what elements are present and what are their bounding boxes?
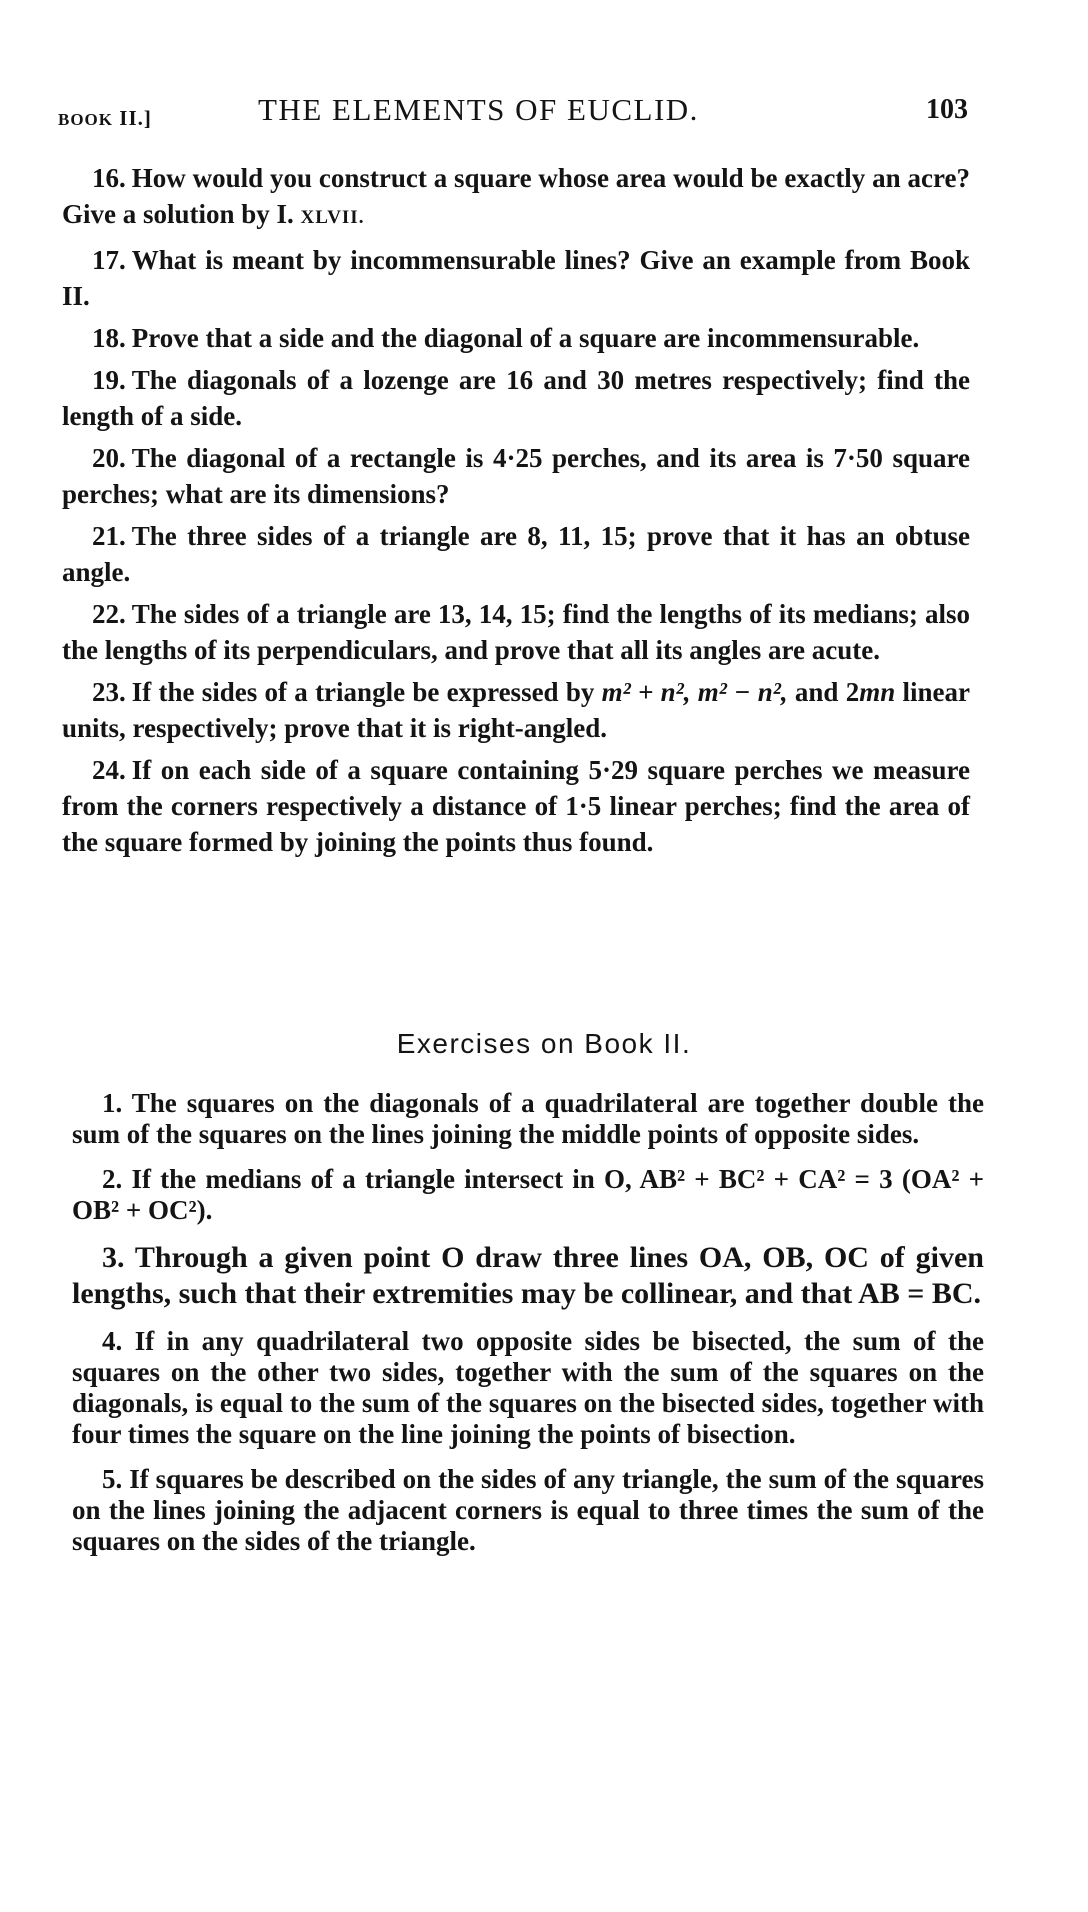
exercise-3: 3. Through a given point O draw three lines OA, OB, OC of given lengths, such that their extremities may be collinear, and that AB = BC. [72, 1241, 984, 1310]
exercise-5: 5. If squares be described on the sides of any triangle, the sum of the squares on the lines joining the adjacent corners is equal to three times the sum of the squares on the sides of the triangle. [72, 1464, 985, 1556]
book-label: BOOK II.] [58, 106, 152, 130]
running-title: THE ELEMENTS OF EUCLID. [258, 92, 699, 127]
exercise-1: 1. The squares on the diagonals of a quadrilateral are together double the sum of the squares on the lines joining the middle points of opposite sides. [72, 1088, 985, 1149]
expression-difference: m² − n², [697, 677, 788, 707]
question-22: 22. The sides of a triangle are 13, 14, 15; find the lengths of its medians; also the lengths of its perpendiculars, and prove that all its angles are acute. [62, 599, 970, 665]
expression-sum: m² + n², [601, 677, 691, 707]
question-18: 18. Prove that a side and the diagonal of a square are incommensurable. [92, 323, 920, 353]
running-header [58, 92, 968, 132]
question-17: 17. What is meant by incommensurable lines? Give an example from Book II. [62, 245, 970, 311]
exercises-list [72, 1088, 984, 1571]
exercise-4: 4. If in any quadrilateral two opposite sides be bisected, the sum of the squares on the other two sides, together with the sum of the squares on the diagonals, is equal to the sum of the squares on the bisected sides, together with four times the square on the line joining the points of bisection. [72, 1326, 985, 1449]
question-24: 24. If on each side of a square containing 5·29 square perches we measure from the corners respectively a distance of 1·5 linear perches; find the area of the square formed by joining the points thus found. [62, 755, 970, 857]
question-23: 23. If the sides of a triangle be expressed by m² + n², m² − n², and 2mn linear units, respectively; prove that it is right-angled. [62, 677, 970, 743]
section-title: Exercises on Book II. [396, 1028, 692, 1059]
expression-product: mn [859, 677, 896, 707]
question-16: 16. How would you construct a square whose area would be exactly an acre? Give a solution by I. XLVII. [62, 163, 970, 229]
page-number: 103 [926, 94, 968, 125]
questions-list [62, 160, 970, 866]
question-20: 20. The diagonal of a rectangle is 4·25 perches, and its area is 7·50 square perches; what are its dimensions? [62, 443, 970, 509]
question-21: 21. The three sides of a triangle are 8, 11, 15; prove that it has an obtuse angle. [62, 521, 970, 587]
exercise-2: 2. If the medians of a triangle intersect in O, AB² + BC² + CA² = 3 (OA² + OB² + OC²). [72, 1164, 984, 1225]
question-19: 19. The diagonals of a lozenge are 16 and 30 metres respectively; find the length of a side. [62, 365, 970, 431]
